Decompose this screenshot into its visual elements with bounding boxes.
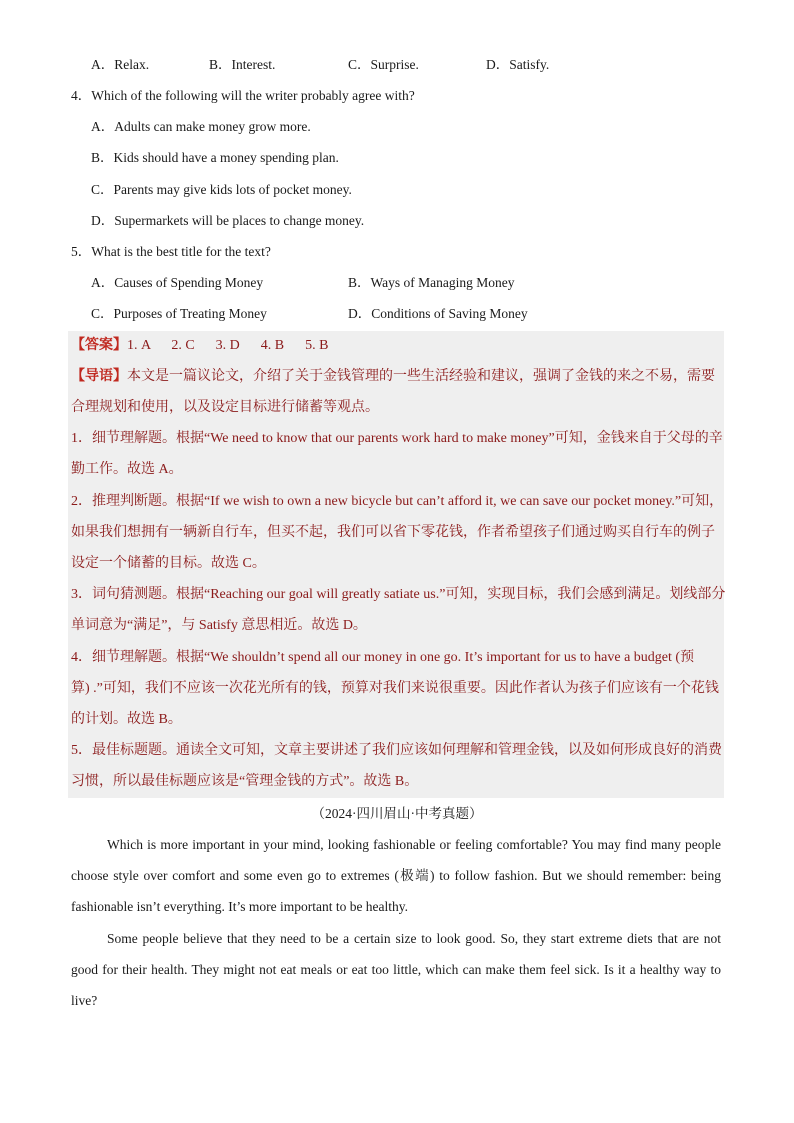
explanation-3-line-1: 3．词句猜测题。根据“Reaching our goal will greatly satiate us.”可知，实现目标，我们会感到满足。划线部分 bbox=[71, 587, 726, 602]
q3-option-c: C．Surprise. bbox=[348, 57, 419, 72]
q5-stem: 5．What is the best title for the text? bbox=[71, 244, 271, 259]
answer-label: 【答案】 bbox=[71, 338, 127, 353]
explanation-4-line-2: 算) .”可知，我们不应该一次花光所有的钱，预算对我们来说很重要。因此作者认为孩子们应该有一个花钱 bbox=[71, 681, 719, 696]
q3-option-b: B．Interest. bbox=[209, 57, 276, 72]
q3-option-d: D．Satisfy. bbox=[486, 57, 550, 72]
explanation-3-line-2: 单词意为“满足”，与 Satisfy 意思相近。故选 D。 bbox=[71, 618, 367, 633]
q4-option-b: B．Kids should have a money spending plan. bbox=[91, 150, 339, 165]
explanation-2-line-3: 设定一个储蓄的目标。故选 C。 bbox=[71, 556, 266, 571]
q5-option-d: D．Conditions of Saving Money bbox=[348, 306, 528, 321]
q4-option-c: C．Parents may give kids lots of pocket money. bbox=[91, 182, 352, 197]
q4-option-a: A．Adults can make money grow more. bbox=[91, 119, 311, 134]
guide-label: 【导语】 bbox=[71, 369, 127, 384]
explanation-2-line-1: 2．推理判断题。根据“If we wish to own a new bicycle but can’t afford it, we can save our pocket money.”可知， bbox=[71, 494, 724, 509]
guide-text-2: 合理规划和使用，以及设定目标进行储蓄等观点。 bbox=[71, 400, 379, 415]
passage-paragraph-1: Which is more important in your mind, looking fashionable or feeling comfortable? You may find many people choose style over comfort and some even go to extremes (极端) to follow fashion. But we should remember: being fashionable isn’t everything. It’s more important to be healthy. bbox=[71, 837, 721, 914]
q4-stem: 4．Which of the following will the writer probably agree with? bbox=[71, 88, 415, 103]
guide-line-1 bbox=[71, 367, 715, 387]
passage-paragraph-2: Some people believe that they need to be a certain size to look good. So, they start extreme diets that are not good for their health. They might not eat meals or eat too little, which can make them feel sick. Is it a healthy way to live? bbox=[71, 931, 721, 1008]
q4-option-d: D．Supermarkets will be places to change money. bbox=[91, 213, 365, 228]
explanation-1-line-1: 1．细节理解题。根据“We need to know that our parents work hard to make money”可知，金钱来自于父母的辛 bbox=[71, 431, 723, 446]
q5-option-b: B．Ways of Managing Money bbox=[348, 275, 515, 290]
explanation-2-line-2: 如果我们想拥有一辆新自行车，但买不起，我们可以省下零花钱，作者希望孩子们通过购买自行车的例子 bbox=[71, 525, 715, 540]
source-citation: （2024·四川眉山·中考真题） bbox=[311, 806, 483, 821]
answer-line bbox=[71, 336, 328, 356]
explanation-1-line-2: 勤工作。故选 A。 bbox=[71, 462, 183, 477]
guide-text-1: 本文是一篇议论文，介绍了关于金钱管理的一些生活经验和建议，强调了金钱的来之不易，需要 bbox=[127, 369, 715, 384]
explanation-4-line-1: 4．细节理解题。根据“We shouldn’t spend all our money in one go. It’s important for us to have a budget (预 bbox=[71, 650, 695, 665]
q5-option-c: C．Purposes of Treating Money bbox=[91, 306, 267, 321]
explanation-5-line-2: 习惯，所以最佳标题应该是“管理金钱的方式”。故选 B。 bbox=[71, 774, 419, 789]
explanation-5-line-1: 5．最佳标题题。通读全文可知，文章主要讲述了我们应该如何理解和管理金钱，以及如何形成良好的消费 bbox=[71, 743, 722, 758]
q5-option-a: A．Causes of Spending Money bbox=[91, 275, 264, 290]
q3-option-a: A．Relax. bbox=[91, 57, 150, 72]
explanation-4-line-3: 的计划。故选 B。 bbox=[71, 712, 182, 727]
answer-keys: 1. A 2. C 3. D 4. B 5. B bbox=[127, 338, 329, 353]
